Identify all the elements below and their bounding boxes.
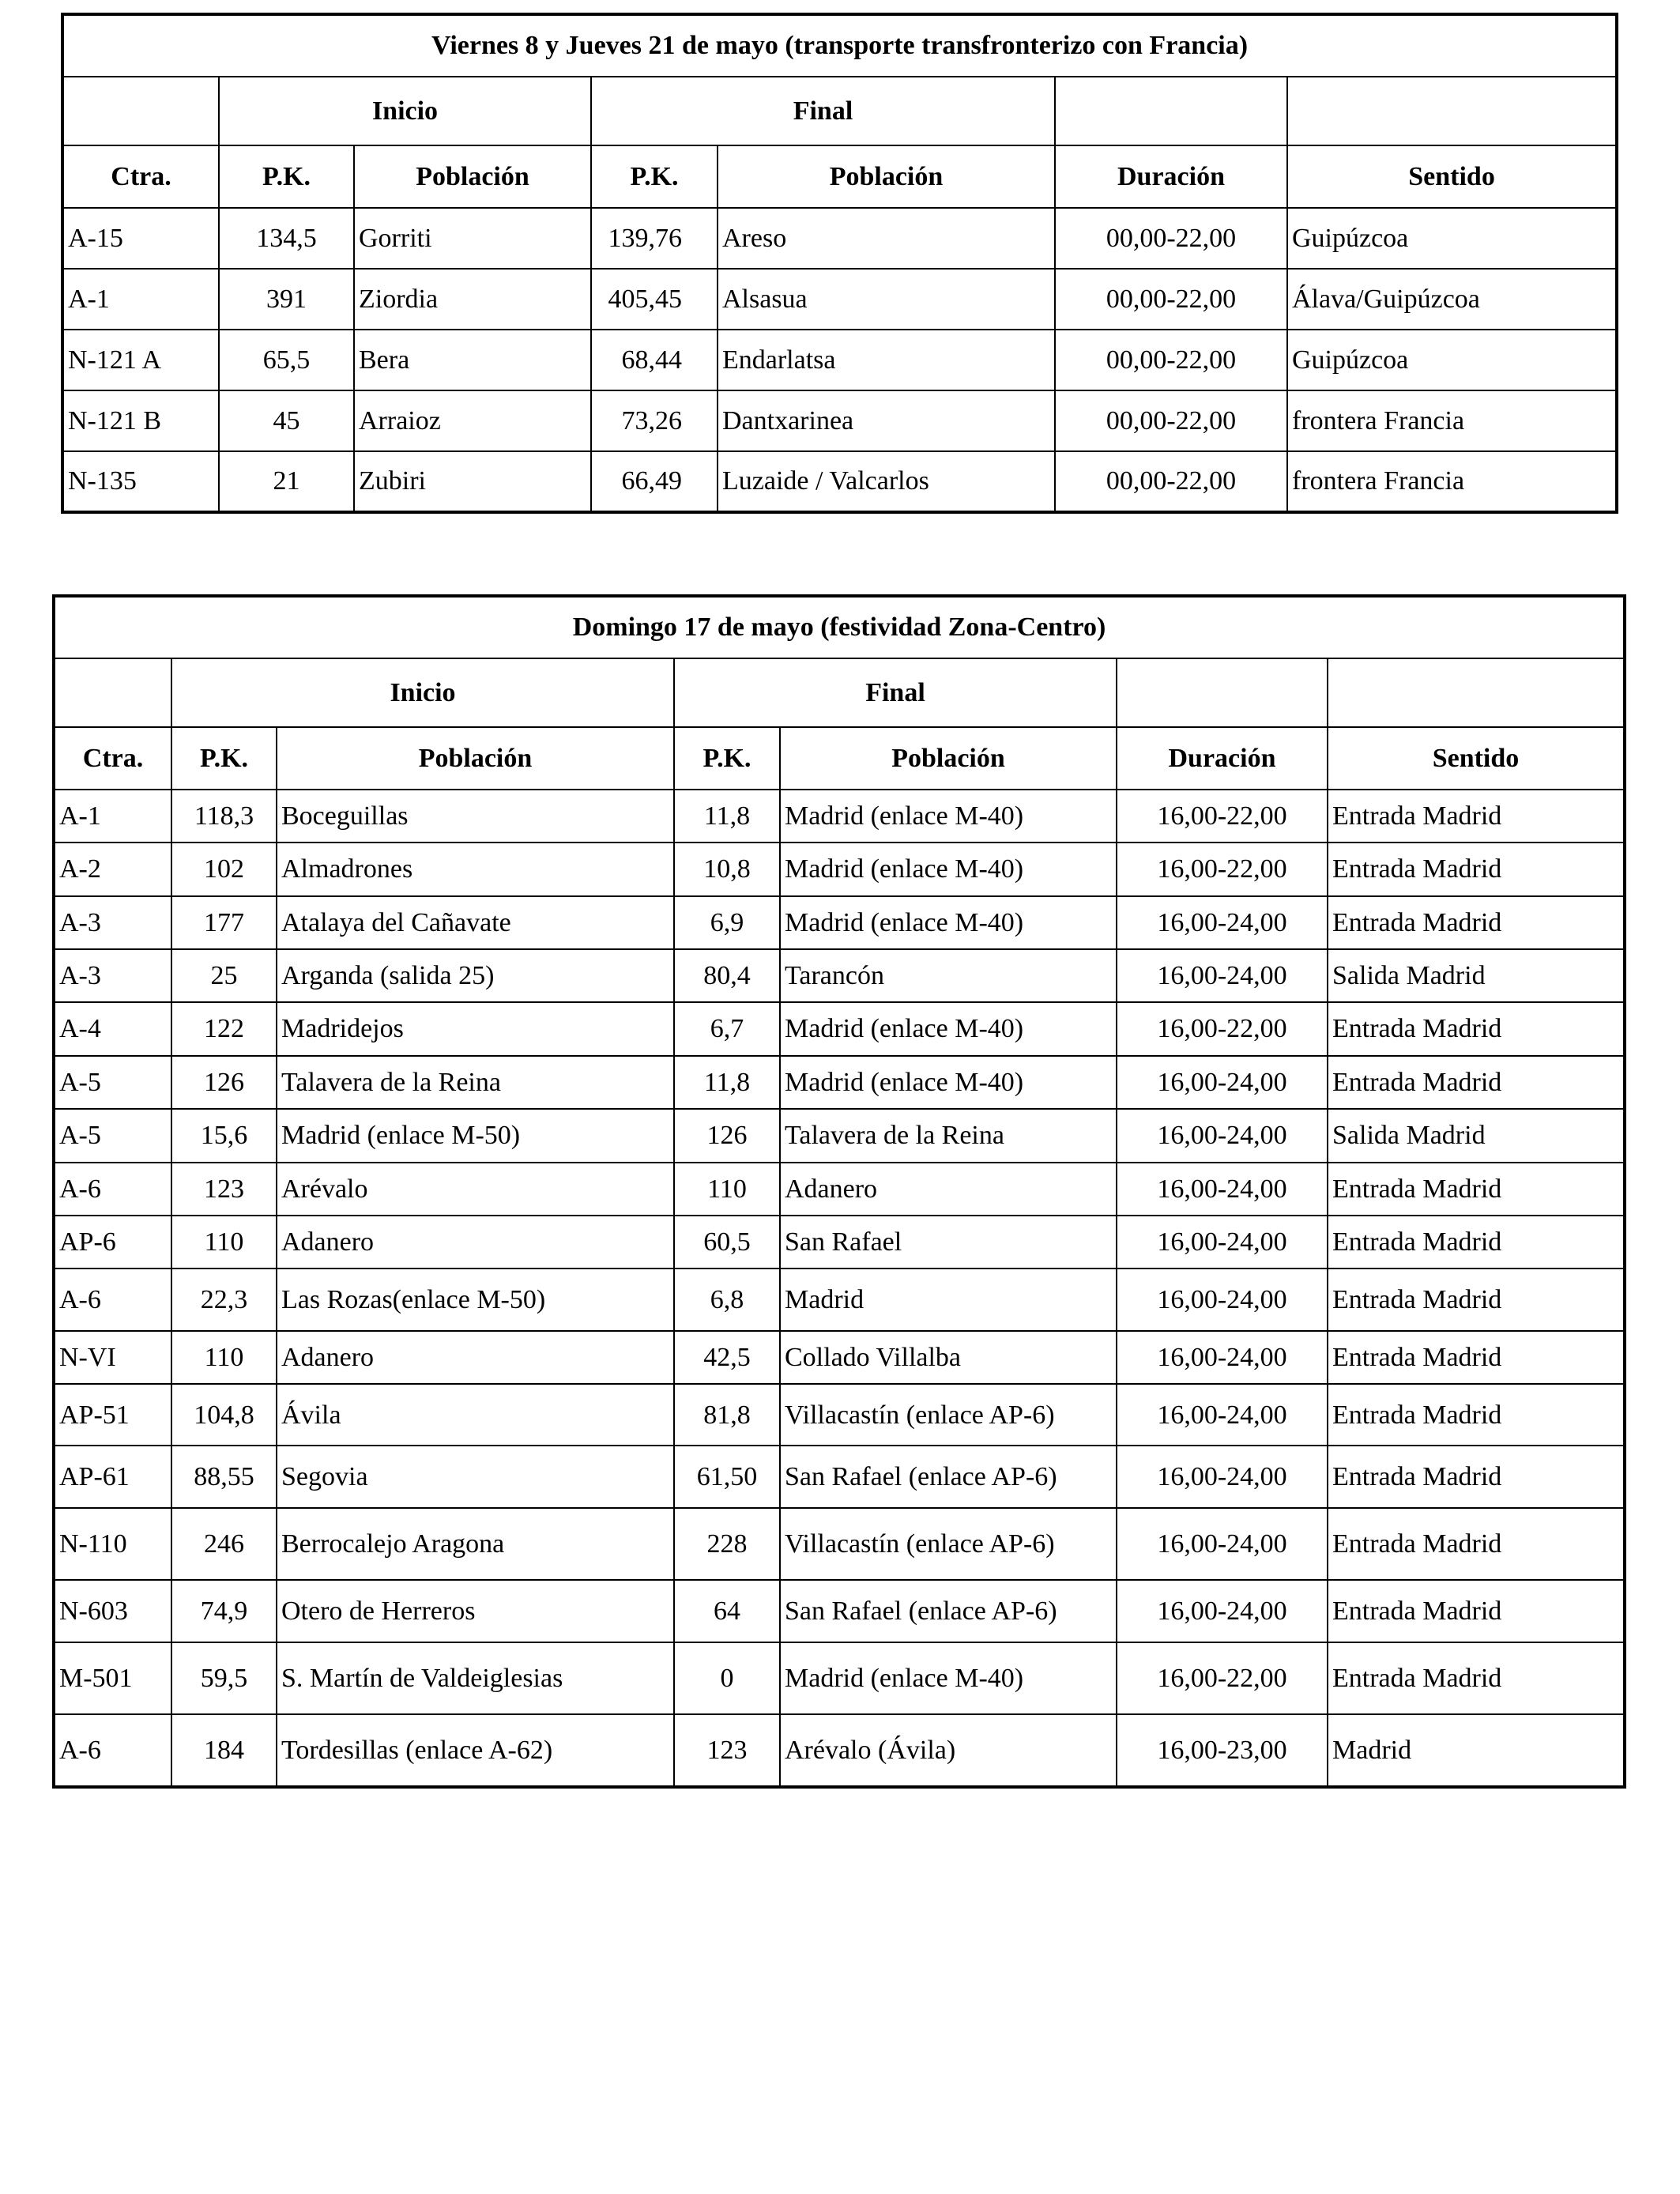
cell-sentido: Entrada Madrid bbox=[1328, 1269, 1625, 1330]
cell-pk-final: 6,7 bbox=[674, 1002, 780, 1055]
cell-poblacion-inicio: Berrocalejo Aragona bbox=[277, 1508, 674, 1581]
cell-sentido: Entrada Madrid bbox=[1328, 896, 1625, 949]
table-row bbox=[54, 1508, 1625, 1581]
cell-pk-inicio: 102 bbox=[171, 843, 277, 895]
cell-duracion: 16,00-22,00 bbox=[1117, 1642, 1328, 1715]
cell-sentido: Entrada Madrid bbox=[1328, 1216, 1625, 1269]
cell-poblacion-inicio: Adanero bbox=[277, 1216, 674, 1269]
table-row bbox=[54, 843, 1625, 895]
cell-poblacion-inicio: Arévalo bbox=[277, 1163, 674, 1216]
table-title: Domingo 17 de mayo (festividad Zona-Centro) bbox=[54, 596, 1625, 658]
cell-duracion: 16,00-24,00 bbox=[1117, 1056, 1328, 1109]
table-row bbox=[54, 1642, 1625, 1715]
column-header-ctra: Ctra. bbox=[54, 727, 171, 790]
cell-pk-final: 80,4 bbox=[674, 949, 780, 1002]
cell-pk-inicio: 65,5 bbox=[219, 330, 354, 390]
cell-poblacion-inicio: Talavera de la Reina bbox=[277, 1056, 674, 1109]
cell-duracion: 16,00-24,00 bbox=[1117, 1269, 1328, 1330]
cell-sentido: Salida Madrid bbox=[1328, 949, 1625, 1002]
cell-pk-final: 64 bbox=[674, 1580, 780, 1642]
column-header-sentido: Sentido bbox=[1328, 727, 1625, 790]
cell-poblacion-final: Madrid (enlace M-40) bbox=[780, 1642, 1117, 1715]
cell-poblacion-final: Areso bbox=[718, 208, 1055, 269]
table-body bbox=[62, 208, 1617, 512]
cell-ctra: A-3 bbox=[54, 949, 171, 1002]
cell-ctra: N-110 bbox=[54, 1508, 171, 1581]
table-row bbox=[54, 949, 1625, 1002]
cell-poblacion-final: Alsasua bbox=[718, 269, 1055, 330]
cell-poblacion-final: Madrid (enlace M-40) bbox=[780, 790, 1117, 843]
cell-pk-final: 228 bbox=[674, 1508, 780, 1581]
cell-pk-final: 68,44 bbox=[591, 330, 718, 390]
column-header-poblacion-inicio: Población bbox=[354, 145, 591, 208]
cell-poblacion-final: Madrid (enlace M-40) bbox=[780, 1002, 1117, 1055]
cell-duracion: 00,00-22,00 bbox=[1055, 330, 1287, 390]
cell-poblacion-inicio: Adanero bbox=[277, 1331, 674, 1384]
cell-poblacion-inicio: Madridejos bbox=[277, 1002, 674, 1055]
cell-ctra: A-4 bbox=[54, 1002, 171, 1055]
cell-pk-inicio: 110 bbox=[171, 1216, 277, 1269]
cell-pk-final: 60,5 bbox=[674, 1216, 780, 1269]
cell-duracion: 16,00-23,00 bbox=[1117, 1714, 1328, 1787]
cell-pk-final: 61,50 bbox=[674, 1446, 780, 1507]
cell-sentido: Entrada Madrid bbox=[1328, 1642, 1625, 1715]
cell-pk-final: 11,8 bbox=[674, 790, 780, 843]
cell-poblacion-inicio: Atalaya del Cañavate bbox=[277, 896, 674, 949]
cell-poblacion-final: Madrid bbox=[780, 1269, 1117, 1330]
cell-poblacion-inicio: Almadrones bbox=[277, 843, 674, 895]
cell-poblacion-inicio: Las Rozas(enlace M-50) bbox=[277, 1269, 674, 1330]
table-row bbox=[54, 896, 1625, 949]
cell-poblacion-inicio: Arraioz bbox=[354, 390, 591, 451]
table-row bbox=[54, 1056, 1625, 1109]
table-row bbox=[54, 1446, 1625, 1507]
cell-pk-inicio: 134,5 bbox=[219, 208, 354, 269]
cell-pk-inicio: 88,55 bbox=[171, 1446, 277, 1507]
table-row bbox=[54, 1163, 1625, 1216]
column-header-pk-inicio: P.K. bbox=[219, 145, 354, 208]
cell-poblacion-inicio: Segovia bbox=[277, 1446, 674, 1507]
cell-poblacion-inicio: S. Martín de Valdeiglesias bbox=[277, 1642, 674, 1715]
column-header-pk-final: P.K. bbox=[674, 727, 780, 790]
cell-duracion: 16,00-24,00 bbox=[1117, 1331, 1328, 1384]
table-row bbox=[62, 390, 1617, 451]
cell-poblacion-final: San Rafael bbox=[780, 1216, 1117, 1269]
cell-poblacion-inicio: Otero de Herreros bbox=[277, 1580, 674, 1642]
column-header-duracion: Duración bbox=[1055, 145, 1287, 208]
cell-pk-final: 139,76 bbox=[591, 208, 718, 269]
cell-sentido: Entrada Madrid bbox=[1328, 790, 1625, 843]
column-header-sentido: Sentido bbox=[1287, 145, 1617, 208]
cell-pk-final: 0 bbox=[674, 1642, 780, 1715]
cell-ctra: N-135 bbox=[62, 451, 219, 512]
column-header-poblacion-final: Población bbox=[718, 145, 1055, 208]
cell-ctra: A-1 bbox=[62, 269, 219, 330]
table-row bbox=[62, 208, 1617, 269]
cell-duracion: 00,00-22,00 bbox=[1055, 390, 1287, 451]
cell-ctra: A-2 bbox=[54, 843, 171, 895]
cell-duracion: 16,00-22,00 bbox=[1117, 790, 1328, 843]
cell-poblacion-final: Luzaide / Valcarlos bbox=[718, 451, 1055, 512]
cell-ctra: A-5 bbox=[54, 1056, 171, 1109]
table-row bbox=[54, 1269, 1625, 1330]
cell-pk-inicio: 21 bbox=[219, 451, 354, 512]
cell-pk-final: 42,5 bbox=[674, 1331, 780, 1384]
cell-poblacion-final: Villacastín (enlace AP-6) bbox=[780, 1384, 1117, 1446]
cell-sentido: frontera Francia bbox=[1287, 451, 1617, 512]
cell-pk-final: 6,9 bbox=[674, 896, 780, 949]
column-header-pk-inicio: P.K. bbox=[171, 727, 277, 790]
cell-poblacion-inicio: Tordesillas (enlace A-62) bbox=[277, 1714, 674, 1787]
cell-ctra: AP-51 bbox=[54, 1384, 171, 1446]
cell-ctra: N-121 B bbox=[62, 390, 219, 451]
cell-sentido: Guipúzcoa bbox=[1287, 208, 1617, 269]
cell-duracion: 16,00-22,00 bbox=[1117, 1002, 1328, 1055]
cell-pk-final: 73,26 bbox=[591, 390, 718, 451]
cell-poblacion-inicio: Boceguillas bbox=[277, 790, 674, 843]
cell-poblacion-final: Madrid (enlace M-40) bbox=[780, 1056, 1117, 1109]
cell-duracion: 16,00-22,00 bbox=[1117, 843, 1328, 895]
cell-ctra: A-3 bbox=[54, 896, 171, 949]
cell-poblacion-final: Adanero bbox=[780, 1163, 1117, 1216]
cell-pk-inicio: 104,8 bbox=[171, 1384, 277, 1446]
cell-poblacion-final: Madrid (enlace M-40) bbox=[780, 843, 1117, 895]
cell-sentido: Guipúzcoa bbox=[1287, 330, 1617, 390]
cell-pk-inicio: 45 bbox=[219, 390, 354, 451]
cell-poblacion-inicio: Arganda (salida 25) bbox=[277, 949, 674, 1002]
cell-poblacion-inicio: Madrid (enlace M-50) bbox=[277, 1109, 674, 1162]
cell-duracion: 00,00-22,00 bbox=[1055, 269, 1287, 330]
table-transfronterizo bbox=[61, 13, 1618, 514]
cell-poblacion-final: Arévalo (Ávila) bbox=[780, 1714, 1117, 1787]
cell-poblacion-final: San Rafael (enlace AP-6) bbox=[780, 1580, 1117, 1642]
cell-ctra: A-5 bbox=[54, 1109, 171, 1162]
cell-sentido: Entrada Madrid bbox=[1328, 1163, 1625, 1216]
cell-pk-final: 123 bbox=[674, 1714, 780, 1787]
cell-pk-final: 6,8 bbox=[674, 1269, 780, 1330]
cell-pk-inicio: 123 bbox=[171, 1163, 277, 1216]
table-row bbox=[54, 1331, 1625, 1384]
cell-sentido: Entrada Madrid bbox=[1328, 1580, 1625, 1642]
table-title: Viernes 8 y Jueves 21 de mayo (transporte transfronterizo con Francia) bbox=[62, 14, 1617, 77]
table-row bbox=[54, 1714, 1625, 1787]
cell-duracion: 16,00-24,00 bbox=[1117, 1109, 1328, 1162]
cell-ctra: AP-6 bbox=[54, 1216, 171, 1269]
cell-pk-inicio: 126 bbox=[171, 1056, 277, 1109]
cell-pk-final: 10,8 bbox=[674, 843, 780, 895]
table-row bbox=[54, 1384, 1625, 1446]
table-row bbox=[62, 330, 1617, 390]
cell-pk-inicio: 22,3 bbox=[171, 1269, 277, 1330]
cell-duracion: 00,00-22,00 bbox=[1055, 208, 1287, 269]
cell-pk-inicio: 177 bbox=[171, 896, 277, 949]
cell-pk-inicio: 59,5 bbox=[171, 1642, 277, 1715]
cell-pk-final: 81,8 bbox=[674, 1384, 780, 1446]
cell-ctra: N-VI bbox=[54, 1331, 171, 1384]
empty-header-cell bbox=[1328, 658, 1625, 727]
table-row bbox=[54, 1216, 1625, 1269]
cell-poblacion-inicio: Gorriti bbox=[354, 208, 591, 269]
empty-header-cell bbox=[1117, 658, 1328, 727]
cell-poblacion-final: Madrid (enlace M-40) bbox=[780, 896, 1117, 949]
cell-poblacion-final: Dantxarinea bbox=[718, 390, 1055, 451]
table-row bbox=[62, 269, 1617, 330]
empty-header-cell bbox=[1287, 77, 1617, 145]
cell-poblacion-final: San Rafael (enlace AP-6) bbox=[780, 1446, 1117, 1507]
cell-pk-final: 11,8 bbox=[674, 1056, 780, 1109]
cell-poblacion-inicio: Ávila bbox=[277, 1384, 674, 1446]
cell-duracion: 16,00-24,00 bbox=[1117, 1508, 1328, 1581]
group-header-final: Final bbox=[591, 77, 1055, 145]
column-header-pk-final: P.K. bbox=[591, 145, 718, 208]
cell-pk-inicio: 15,6 bbox=[171, 1109, 277, 1162]
cell-pk-inicio: 74,9 bbox=[171, 1580, 277, 1642]
empty-header-cell bbox=[1055, 77, 1287, 145]
cell-poblacion-inicio: Zubiri bbox=[354, 451, 591, 512]
group-header-final: Final bbox=[674, 658, 1117, 727]
cell-pk-inicio: 184 bbox=[171, 1714, 277, 1787]
cell-poblacion-final: Collado Villalba bbox=[780, 1331, 1117, 1384]
table-row bbox=[54, 1002, 1625, 1055]
cell-poblacion-inicio: Ziordia bbox=[354, 269, 591, 330]
column-header-poblacion-inicio: Población bbox=[277, 727, 674, 790]
cell-pk-inicio: 122 bbox=[171, 1002, 277, 1055]
cell-pk-inicio: 110 bbox=[171, 1331, 277, 1384]
cell-ctra: AP-61 bbox=[54, 1446, 171, 1507]
cell-duracion: 16,00-24,00 bbox=[1117, 1384, 1328, 1446]
table-zona-centro bbox=[52, 594, 1626, 1789]
table-row bbox=[54, 1109, 1625, 1162]
cell-duracion: 16,00-24,00 bbox=[1117, 949, 1328, 1002]
group-header-inicio: Inicio bbox=[171, 658, 674, 727]
cell-sentido: Salida Madrid bbox=[1328, 1109, 1625, 1162]
cell-ctra: A-6 bbox=[54, 1163, 171, 1216]
cell-pk-final: 126 bbox=[674, 1109, 780, 1162]
cell-poblacion-final: Talavera de la Reina bbox=[780, 1109, 1117, 1162]
cell-duracion: 16,00-24,00 bbox=[1117, 1580, 1328, 1642]
table-body bbox=[54, 790, 1625, 1787]
column-header-duracion: Duración bbox=[1117, 727, 1328, 790]
cell-poblacion-inicio: Bera bbox=[354, 330, 591, 390]
cell-sentido: Madrid bbox=[1328, 1714, 1625, 1787]
cell-sentido: Entrada Madrid bbox=[1328, 843, 1625, 895]
cell-sentido: Entrada Madrid bbox=[1328, 1446, 1625, 1507]
cell-pk-inicio: 391 bbox=[219, 269, 354, 330]
column-header-poblacion-final: Población bbox=[780, 727, 1117, 790]
cell-pk-final: 66,49 bbox=[591, 451, 718, 512]
cell-duracion: 16,00-24,00 bbox=[1117, 1216, 1328, 1269]
empty-header-cell bbox=[62, 77, 219, 145]
cell-sentido: Entrada Madrid bbox=[1328, 1384, 1625, 1446]
table-row bbox=[62, 451, 1617, 512]
cell-sentido: Álava/Guipúzcoa bbox=[1287, 269, 1617, 330]
cell-duracion: 00,00-22,00 bbox=[1055, 451, 1287, 512]
group-header-inicio: Inicio bbox=[219, 77, 591, 145]
empty-header-cell bbox=[54, 658, 171, 727]
table-row bbox=[54, 790, 1625, 843]
cell-ctra: A-6 bbox=[54, 1714, 171, 1787]
cell-sentido: frontera Francia bbox=[1287, 390, 1617, 451]
cell-poblacion-final: Villacastín (enlace AP-6) bbox=[780, 1508, 1117, 1581]
cell-pk-final: 405,45 bbox=[591, 269, 718, 330]
table-row bbox=[54, 1580, 1625, 1642]
cell-ctra: A-1 bbox=[54, 790, 171, 843]
cell-sentido: Entrada Madrid bbox=[1328, 1056, 1625, 1109]
cell-sentido: Entrada Madrid bbox=[1328, 1002, 1625, 1055]
cell-ctra: N-603 bbox=[54, 1580, 171, 1642]
cell-duracion: 16,00-24,00 bbox=[1117, 1446, 1328, 1507]
cell-ctra: A-6 bbox=[54, 1269, 171, 1330]
cell-ctra: M-501 bbox=[54, 1642, 171, 1715]
cell-duracion: 16,00-24,00 bbox=[1117, 1163, 1328, 1216]
column-header-ctra: Ctra. bbox=[62, 145, 219, 208]
cell-pk-inicio: 118,3 bbox=[171, 790, 277, 843]
cell-duracion: 16,00-24,00 bbox=[1117, 896, 1328, 949]
cell-ctra: A-15 bbox=[62, 208, 219, 269]
cell-pk-inicio: 25 bbox=[171, 949, 277, 1002]
cell-poblacion-final: Endarlatsa bbox=[718, 330, 1055, 390]
cell-pk-final: 110 bbox=[674, 1163, 780, 1216]
cell-poblacion-final: Tarancón bbox=[780, 949, 1117, 1002]
cell-sentido: Entrada Madrid bbox=[1328, 1508, 1625, 1581]
cell-sentido: Entrada Madrid bbox=[1328, 1331, 1625, 1384]
cell-ctra: N-121 A bbox=[62, 330, 219, 390]
cell-pk-inicio: 246 bbox=[171, 1508, 277, 1581]
